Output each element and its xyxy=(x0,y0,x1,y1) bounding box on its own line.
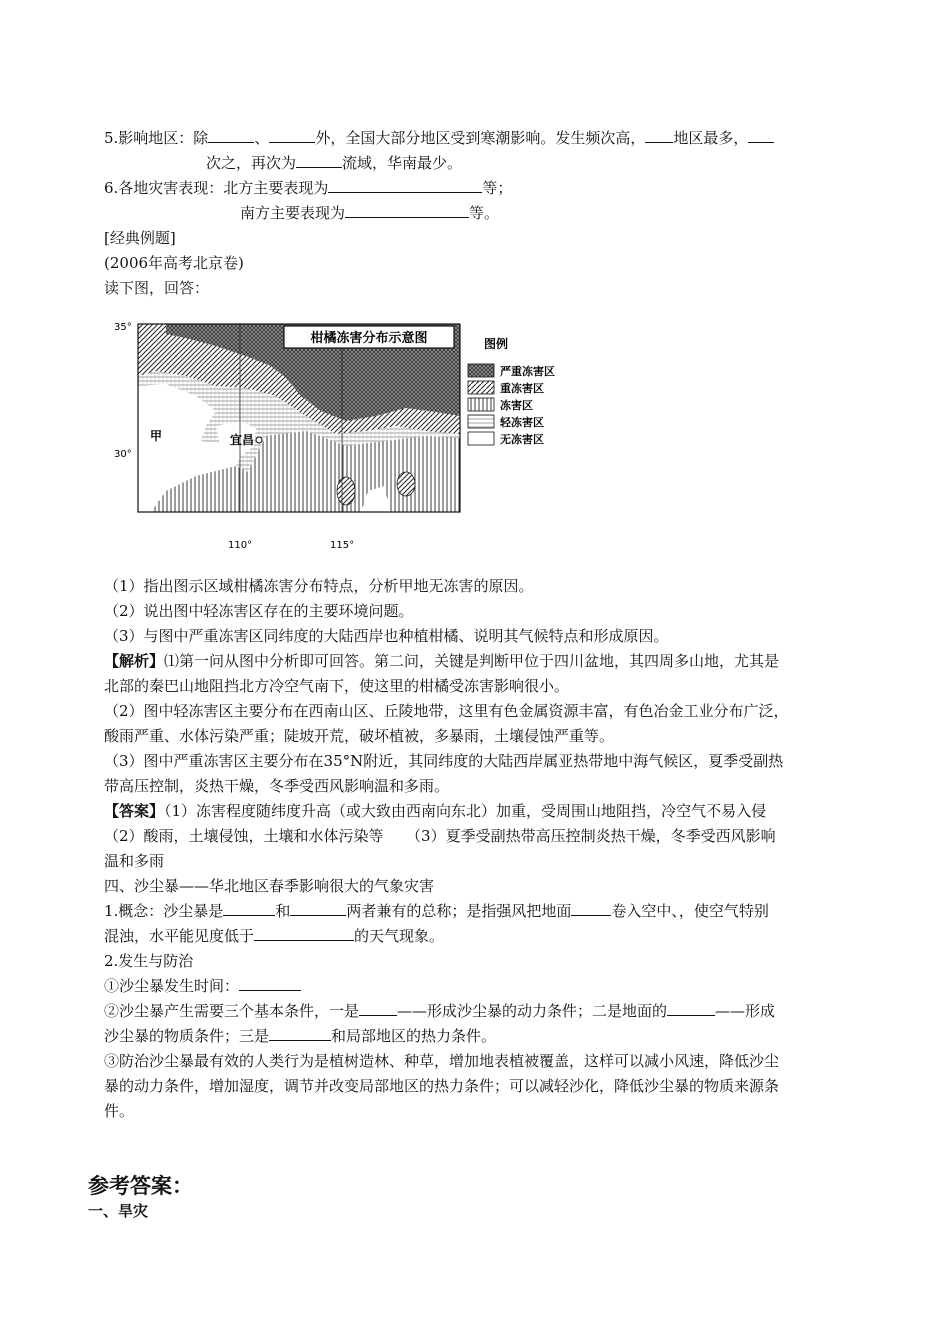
q6-text-4: 等。 xyxy=(469,204,500,222)
item-3-line-2: 暴的动力条件，增加湿度，调节并改变局部地区的热力条件；可以减轻沙化，降低沙尘暴的物质来源条 xyxy=(104,1077,780,1095)
latitude-label-35: 35° xyxy=(114,322,132,333)
analysis-line-4: 酸雨严重、水体污染严重；陡坡开荒，破坏植被，多暴雨，土壤侵蚀严重等。 xyxy=(104,727,615,745)
concept-line-2 xyxy=(104,926,444,946)
place-label-jia: 甲 xyxy=(150,429,163,443)
item-1-text: ①沙尘暴发生时间： xyxy=(104,977,240,995)
question-3: （3）与图中严重冻害区同纬度的大陆西岸也种植柑橘、说明其气候特点和形成原因。 xyxy=(104,627,669,645)
item-2-text-d: 沙尘暴的物质条件；三是 xyxy=(104,1027,270,1045)
answer-blank[interactable] xyxy=(269,1026,331,1041)
occurrence-heading: 2.发生与防治 xyxy=(104,952,194,970)
question-1: （1）指出图示区域柑橘冻害分布特点，分析甲地无冻害的原因。 xyxy=(104,577,534,595)
q5-text-6: 流域，华南最少。 xyxy=(342,154,463,172)
q5-text-5: 次之，再次为 xyxy=(206,154,297,172)
analysis-line-2: 北部的秦巴山地阻挡北方冷空气南下，使这里的柑橘受冻害影响很小。 xyxy=(104,677,570,695)
analysis-line-5: （3）图中严重冻害区主要分布在35°N附近，其同纬度的大陆西岸属亚热带地中海气候区，夏季受副热 xyxy=(104,752,784,770)
yichang-marker-icon xyxy=(256,437,262,443)
q6-text-3: 南方主要表现为 xyxy=(240,204,346,222)
reference-answers-subheading: 一、旱灾 xyxy=(88,1202,149,1220)
question-2: （2）说出图中轻冻害区存在的主要环境问题。 xyxy=(104,602,414,620)
analysis-line-3: （2）图中轻冻害区主要分布在西南山区、丘陵地带，这里有色金属资源丰富，有色冶金工业分布广泛， xyxy=(104,702,789,720)
legend-label-frost: 冻害区 xyxy=(500,399,533,412)
answer-blank[interactable] xyxy=(296,153,342,168)
map-title: 柑橘冻害分布示意图 xyxy=(310,331,428,346)
item-3-line-3: 件。 xyxy=(104,1102,135,1120)
analysis-line-6: 带高压控制，炎热干燥，冬季受西风影响温和多雨。 xyxy=(104,777,450,795)
citrus-frost-map xyxy=(106,316,466,552)
legend-swatch-frost xyxy=(468,398,494,411)
concept-text-5: 混浊，水平能见度低于 xyxy=(104,927,255,945)
item-2-text-e: 和局部地区的热力条件。 xyxy=(331,1027,497,1045)
answer-blank[interactable] xyxy=(254,926,354,941)
answer-blank[interactable] xyxy=(239,976,301,991)
longitude-label-115: 115° xyxy=(330,540,355,551)
answer-blank[interactable] xyxy=(667,1001,715,1016)
answer-label: 【答案】 xyxy=(104,802,165,820)
legend-label-none: 无冻害区 xyxy=(500,433,544,446)
question-6-line-2 xyxy=(240,203,499,223)
concept-text-1: 1.概念：沙尘暴是 xyxy=(104,902,224,920)
answer-blank[interactable] xyxy=(645,128,673,143)
place-label-yichang: 宜昌 xyxy=(230,433,255,447)
question-5-line-2 xyxy=(206,153,462,173)
legend-swatch-light xyxy=(468,415,494,428)
classic-example-heading: [经典例题] xyxy=(104,229,176,247)
reference-answers-title: 参考答案： xyxy=(88,1174,193,1198)
q5-text-4: 地区最多， xyxy=(673,129,749,147)
answer-blank[interactable] xyxy=(345,203,469,218)
analysis-text: ⑴第一问从图中分析即可回答。第二问，关键是判断甲位于四川盆地，其四周多山地，尤其是 xyxy=(164,652,780,670)
concept-text-3: 两者兼有的总称；是指强风把地面 xyxy=(346,902,572,920)
question-6-line-1 xyxy=(104,178,512,198)
q6-text-2: 等； xyxy=(482,179,513,197)
item-2-text-b: ——形成沙尘暴的动力条件；二是地面的 xyxy=(397,1002,668,1020)
item-3-line-1: ③防治沙尘暴最有效的人类行为是植树造林、种草，增加地表植被覆盖，这样可以减小风速，降低沙尘 xyxy=(104,1052,780,1070)
q5-text-3: 外，全国大部分地区受到寒潮影响。发生频次高， xyxy=(315,129,646,147)
concept-text-6: 的天气现象。 xyxy=(354,927,445,945)
answer-blank[interactable] xyxy=(748,128,774,143)
exam-source: (2006年高考北京卷) xyxy=(104,254,244,272)
answer-blank[interactable] xyxy=(359,1001,397,1016)
longitude-label-110: 110° xyxy=(228,540,253,551)
legend-swatch-severe xyxy=(468,364,494,377)
legend-label-heavy: 重冻害区 xyxy=(500,382,544,395)
legend-swatch-none xyxy=(468,432,494,445)
answer-blank[interactable] xyxy=(223,901,275,916)
q5-text-2: 、 xyxy=(254,129,270,147)
answer-blank[interactable] xyxy=(328,178,482,193)
legend-label-severe: 严重冻害区 xyxy=(500,365,555,378)
item-2-line-1 xyxy=(104,1001,775,1021)
analysis-label: 【解析】 xyxy=(104,652,165,670)
answer-blank[interactable] xyxy=(290,901,346,916)
latitude-label-30: 30° xyxy=(114,449,132,460)
answer-blank[interactable] xyxy=(208,128,254,143)
q5-text-1: 5.影响地区：除 xyxy=(104,129,209,147)
analysis-line-1 xyxy=(104,651,779,671)
legend-label-light: 轻冻害区 xyxy=(500,416,544,429)
concept-text-2: 和 xyxy=(275,902,291,920)
item-2-text-c: ——形成 xyxy=(715,1002,776,1020)
answer-blank[interactable] xyxy=(269,128,315,143)
read-prompt: 读下图，回答： xyxy=(104,279,210,297)
legend-title: 图例 xyxy=(484,337,509,351)
item-2-line-2 xyxy=(104,1026,496,1046)
q6-text-1: 6.各地灾害表现：北方主要表现为 xyxy=(104,179,329,197)
answer-text: （1）冻害程度随纬度升高（或大致由西南向东北）加重，受周围山地阻挡，冷空气不易入侵 xyxy=(164,802,767,820)
map-legend xyxy=(466,334,586,454)
concept-line-1 xyxy=(104,901,769,921)
legend-swatch-heavy xyxy=(468,381,494,394)
section-4-heading: 四、沙尘暴——华北地区春季影响很大的气象灾害 xyxy=(104,877,435,895)
answer-blank[interactable] xyxy=(571,901,611,916)
concept-text-4: 卷入空中、，使空气特别 xyxy=(611,902,769,920)
answer-line-1 xyxy=(104,801,766,821)
item-1 xyxy=(104,976,301,996)
map-body xyxy=(138,324,460,512)
item-2-text-a: ②沙尘暴产生需要三个基本条件，一是 xyxy=(104,1002,360,1020)
question-5-line-1 xyxy=(104,128,774,148)
answer-line-2: （2）酸雨，土壤侵蚀，土壤和水体污染等 （3）夏季受副热带高压控制炎热干燥，冬季受西风影响 xyxy=(104,827,776,845)
answer-line-3: 温和多雨 xyxy=(104,852,165,870)
